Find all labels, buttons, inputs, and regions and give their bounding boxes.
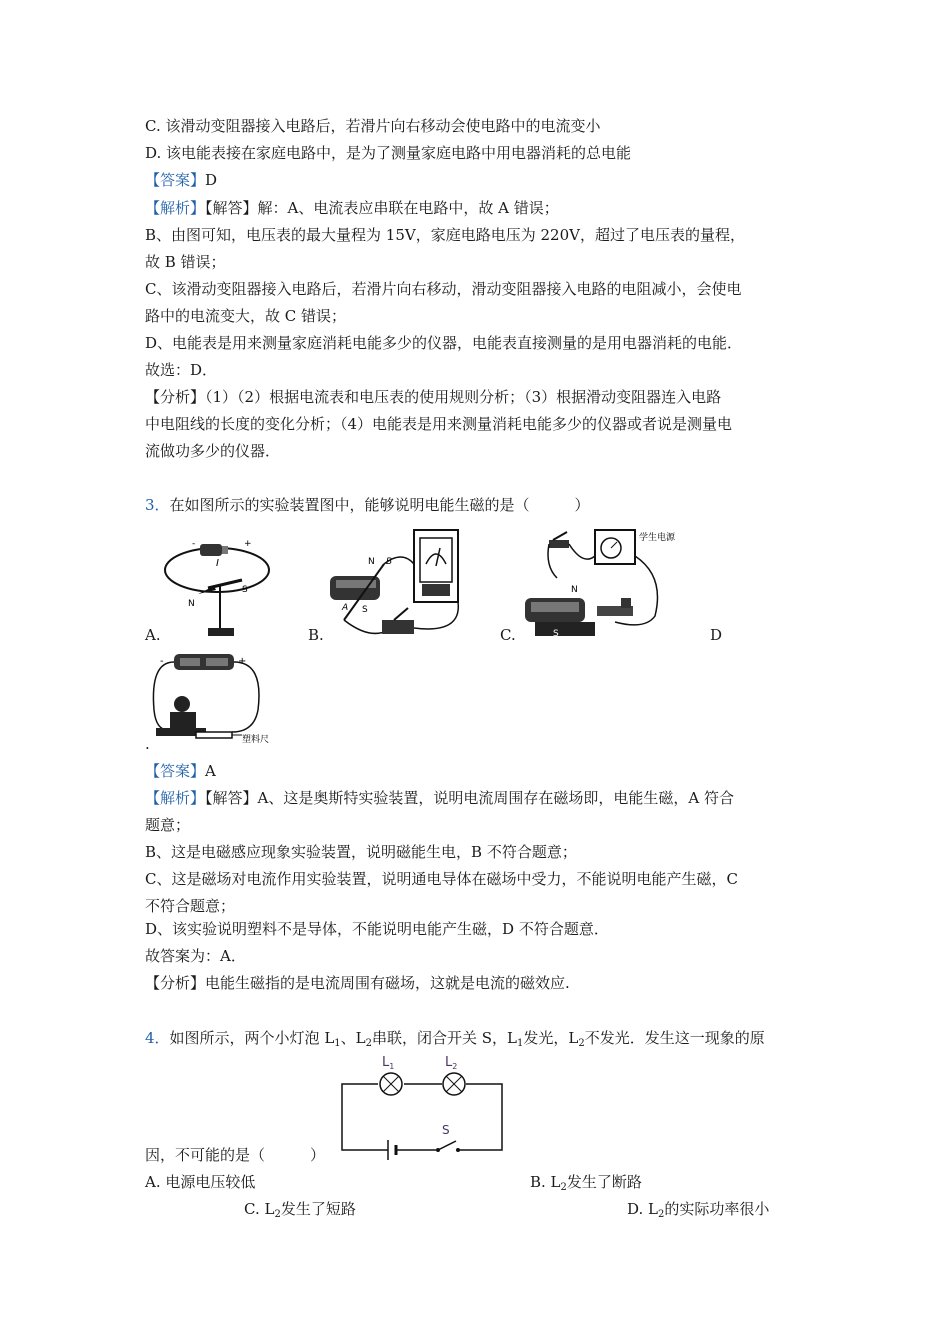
q4-option-d [627,1199,769,1219]
label-c-n: N [571,585,578,595]
option-text: B. L [530,1173,561,1191]
label-l1: $L_1$ [382,1055,395,1071]
q2-jiexi-line-5: 路中的电流变大，故 C 错误； [145,307,347,325]
q4-option-c [244,1199,356,1219]
question-text: 在如图所示的实验装置图中，能够说明电能生磁的是（ ） [169,496,590,514]
stem-part: 、L [340,1029,366,1047]
q4-stem [145,1028,765,1048]
q3-jiexi-line-4: C、这是磁场对电流作用实验装置，说明通电导体在磁场中受力，不能说明电能产生磁，C [145,870,738,888]
jiexi-text: 【解答】A、这是奥斯特实验装置，说明电流周围存在磁场即，电能生磁，A 符合 [205,789,734,807]
q2-fenxi-line-1: 【分析】（1）（2）根据电流表和电压表的使用规则分析；（3）根据滑动变阻器连入电路 [145,388,722,406]
label-b-s: S [362,605,368,615]
q2-fenxi-line-3: 流做功多少的仪器． [145,442,281,460]
q2-option-d: D. 该电能表接在家庭电路中，是为了测量家庭电路中用电器消耗的总电能 [145,144,632,162]
stem-part: 串联，闭合开关 S，L [372,1029,518,1047]
label-a-plus: + [244,539,252,549]
label-a-minus: - [192,539,196,549]
option-text: D. L [627,1200,658,1218]
label-b-b: B [386,557,393,567]
lamp-l2-icon [443,1073,465,1095]
label-a-s: S [242,585,248,595]
figure-a-oersted [160,536,280,640]
option-text: C. L [244,1200,275,1218]
q2-jiexi-line-7: 故选：D． [145,361,218,379]
q2-jiexi-line-1 [145,198,559,218]
answer-tag: 【答案】 [145,171,206,189]
question-number: 4． [145,1029,170,1047]
label-b-n: N [368,557,375,567]
figure-b-induction [322,524,472,640]
label-d-ruler: 塑料尺 [242,735,270,745]
label-c-s: S [553,629,559,639]
subscript: 2 [578,1038,585,1049]
q2-fenxi-line-2: 中电阻线的长度的变化分析；（4）电能表是用来测量消耗电能多少的仪器或者说是测量电 [145,415,733,433]
q3-jiexi-line-2: 题意； [145,816,191,834]
q4-option-a: A. 电源电压较低 [145,1173,256,1191]
jiexi-tag: 【解析】 [145,199,206,217]
jiexi-text: 【解答】解：A、电流表应串联在电路中，故 A 错误； [205,199,559,217]
q3-option-c: C. [500,626,516,644]
jiexi-tag: 【解析】 [145,789,206,807]
stem-part: 发光，L [523,1029,579,1047]
q3-stem [145,495,590,515]
subscript: 1 [334,1038,341,1049]
q3-answer [145,761,216,781]
label-c-power: 学生电源 [639,533,676,543]
answer-tag: 【答案】 [145,762,206,780]
q3-option-a: A. [145,626,161,644]
lamp-l1-icon [380,1073,402,1095]
label-a-n: N [188,599,195,609]
battery-icon [388,1140,396,1160]
option-text: 发生了短路 [280,1200,356,1218]
q3-option-b: B. [308,626,324,644]
q2-jiexi-line-3: 故 B 错误； [145,253,226,271]
q3-jiexi-line-6: D、该实验说明塑料不是导体，不能说明电能产生磁，D 不符合题意． [145,920,609,938]
subscript: 2 [560,1182,567,1193]
q2-jiexi-line-6: D、电能表是用来测量家庭消耗电能多少的仪器，电能表直接测量的是用电器消耗的电能． [145,334,743,352]
subscript: 1 [517,1038,524,1049]
label-a-i: I [216,558,219,569]
q2-jiexi-line-2: B、由图可知，电压表的最大量程为 15V，家庭电路电压为 220V，超过了电压表的量程， [145,226,745,244]
subscript: 2 [658,1209,665,1220]
subscript: 2 [274,1209,281,1220]
option-text: 发生了断路 [566,1173,642,1191]
label-b-a: A [342,603,349,613]
answer-value: D [205,171,218,189]
q3-jiexi-line-3: B、这是电磁感应现象实验装置，说明磁能生电，B 不符合题意； [145,843,577,861]
label-d-minus: - [160,656,164,667]
q3-option-d: D [710,626,723,644]
label-s: S [442,1123,450,1137]
stem-part: 不发光．发生这一现象的原 [584,1029,765,1047]
stem-part: 如图所示，两个小灯泡 L [169,1029,335,1047]
figure-d-plastic-ruler [150,650,270,750]
subscript: 2 [365,1038,372,1049]
answer-value: A [205,762,216,780]
figure-q4-series-circuit [338,1050,508,1154]
q2-jiexi-line-4: C、该滑动变阻器接入电路后，若滑片向右移动，滑动变阻器接入电路的电阻减小，会使电 [145,280,742,298]
q2-option-c: C. 该滑动变阻器接入电路后，若滑片向右移动会使电路中的电流变小 [145,117,601,135]
q3-option-d-dot: . [145,735,150,753]
label-d-plus: + [238,656,247,667]
q4-option-b [530,1172,642,1192]
figure-c-motor-effect [515,526,676,640]
question-number: 3． [145,496,170,514]
q3-jiexi-line-1 [145,788,734,808]
q3-fenxi: 【分析】电能生磁指的是电流周围有磁场，这就是电流的磁效应. [145,974,570,992]
q3-jiexi-line-7: 故答案为：A． [145,947,246,965]
label-l2: $L_2$ [445,1055,458,1071]
switch-icon [436,1141,460,1152]
option-text: 的实际功率很小 [664,1200,770,1218]
q2-answer [145,170,217,190]
q4-stem-line-2: 因，不可能的是（ ） [145,1146,326,1164]
q3-jiexi-line-5: 不符合题意； [145,897,236,915]
